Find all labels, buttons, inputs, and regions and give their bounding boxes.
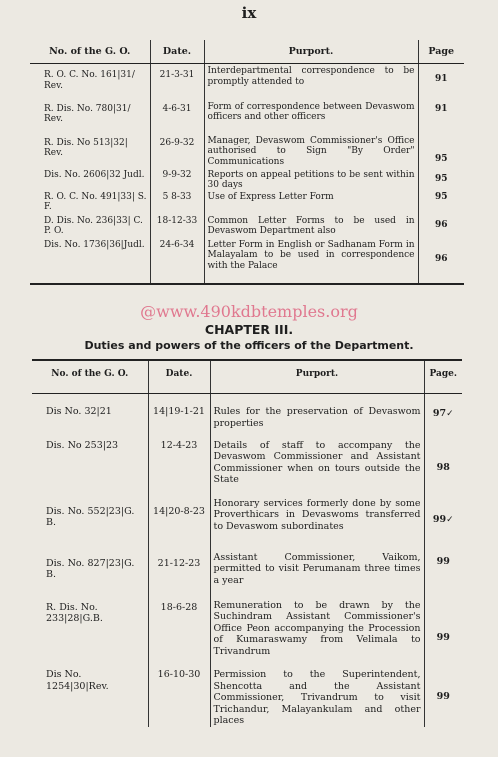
header-date: Date. [150, 40, 204, 64]
table-row [32, 438, 462, 494]
go-number: R. O. C. No. 491|33| S. F. [44, 191, 147, 212]
go-date: 21-12-23 [148, 546, 210, 590]
go-page: 99 [424, 657, 462, 727]
header-go: No. of the G. O. [30, 40, 150, 64]
go-purport: Reports on appeal petitions to be sent within 30 days [204, 170, 418, 192]
go-purport: Rules for the preservation of Devaswom properties [210, 394, 424, 438]
go-number: D. Dis. No. 236|33| C. P. O. [44, 215, 143, 236]
table-row [32, 590, 462, 658]
go-page: 96 [418, 240, 464, 284]
table-row [32, 394, 462, 438]
go-number: Dis. No. 1736|36|Judl. [30, 240, 150, 284]
go-number: Dis No. 1254|30|Rev. [46, 669, 109, 692]
header-purport: Purport. [210, 360, 424, 394]
check-mark-icon: ✓ [446, 409, 454, 419]
go-page [424, 394, 462, 438]
go-date: 24-6-34 [150, 240, 204, 284]
go-page: 91 [418, 64, 464, 100]
go-number: Dis No. 32|21 [46, 406, 112, 417]
table-row [30, 240, 464, 284]
go-page: 99 [424, 546, 462, 590]
go-number: R. Dis. No. 233|28|G.B. [46, 601, 103, 624]
table-row [32, 546, 462, 590]
table-row [30, 192, 464, 216]
go-number: R. Dis. No. 780|31/ Rev. [44, 103, 131, 124]
table-row [30, 170, 464, 192]
go-page [424, 494, 462, 546]
go-purport: Use of Express Letter Form [204, 192, 418, 216]
go-purport: Details of staff to accompany the Devaswom Commissioner and Assistant Commissioner when on tours outside the State [210, 438, 424, 494]
header-page: Page [418, 40, 464, 64]
go-date: 4-6-31 [150, 100, 204, 134]
go-date: 9-9-32 [150, 170, 204, 192]
go-page: 95 [418, 192, 464, 216]
go-date: 14|19-1-21 [148, 394, 210, 438]
go-number: R. O. C. No. 161|31/ Rev. [44, 70, 135, 91]
chapter-title: CHAPTER III. [204, 322, 294, 337]
go-page: 98 [424, 438, 462, 494]
page-number: ix [241, 4, 257, 22]
header-go: No. of the G. O. [32, 360, 148, 394]
chapter-subtitle: Duties and powers of the officers of the Department. [84, 339, 414, 352]
go-purport: Form of correspondence between Devaswom officers and other officers [204, 100, 418, 134]
go-date: 18-6-28 [148, 590, 210, 658]
go-page: 95 [418, 134, 464, 170]
go-purport: Manager, Devaswom Commissioner's Office authorised to Sign "By Order" Communications [204, 134, 418, 170]
watermark-text: @www.490kdbtemples.org [140, 302, 358, 321]
go-number: Dis. No. 552|23|G. B. [46, 505, 135, 528]
go-table-1 [30, 40, 464, 285]
go-purport: Common Letter Forms to be used in Devaswom Department also [204, 216, 418, 240]
go-date: 16-10-30 [148, 657, 210, 727]
go-date: 26-9-32 [150, 134, 204, 170]
header-page: Page. [424, 360, 462, 394]
go-purport: Assistant Commissioner, Vaikom, permitted to visit Perumanam three times a year [210, 546, 424, 590]
go-page: 96 [418, 216, 464, 240]
check-mark-icon: ✓ [446, 514, 454, 525]
go-table-2 [32, 359, 462, 727]
table-row [32, 657, 462, 727]
page-value: 99 [432, 513, 447, 525]
table-row [32, 494, 462, 546]
table-row [30, 100, 464, 134]
table-row [30, 64, 464, 100]
go-purport: Letter Form in English or Sadhanam Form in Malayalam to be used in correspondence with the Palace [204, 240, 418, 284]
go-number: R. Dis. No 513|32| Rev. [44, 137, 128, 158]
go-purport: Permission to the Superintendent, Shencotta and the Assistant Commissioner, Trivandrum to visit Trichandur, Malayankulam and other places [210, 657, 424, 727]
header-date: Date. [148, 360, 210, 394]
page-value: 97 [432, 408, 447, 419]
go-date: 18-12-33 [150, 216, 204, 240]
go-date: 14|20-8-23 [148, 494, 210, 546]
go-purport: Honorary services formerly done by some Proverthicars in Devaswoms transferred to Devaswom subordinates [210, 494, 424, 546]
table-row [30, 134, 464, 170]
go-date: 21-3-31 [150, 64, 204, 100]
table-row [30, 216, 464, 240]
go-purport: Interdepartmental correspondence to be promptly attended to [204, 64, 418, 100]
go-page: 95 [418, 170, 464, 192]
go-date: 5 8-33 [150, 192, 204, 216]
go-number: Dis. No. 2606|32 Judl. [44, 169, 145, 180]
go-date: 12-4-23 [148, 438, 210, 494]
go-page: 99 [424, 590, 462, 658]
go-number: Dis. No 253|23 [46, 439, 119, 451]
go-page: 91 [418, 100, 464, 134]
header-purport: Purport. [204, 40, 418, 64]
go-number: Dis. No. 827|23|G. B. [46, 557, 135, 580]
go-purport: Remuneration to be drawn by the Suchindram Assistant Commissioner's Office Peon accompanying the Procession of Kumaraswamy from Velimala to Trivandrum [210, 590, 424, 658]
